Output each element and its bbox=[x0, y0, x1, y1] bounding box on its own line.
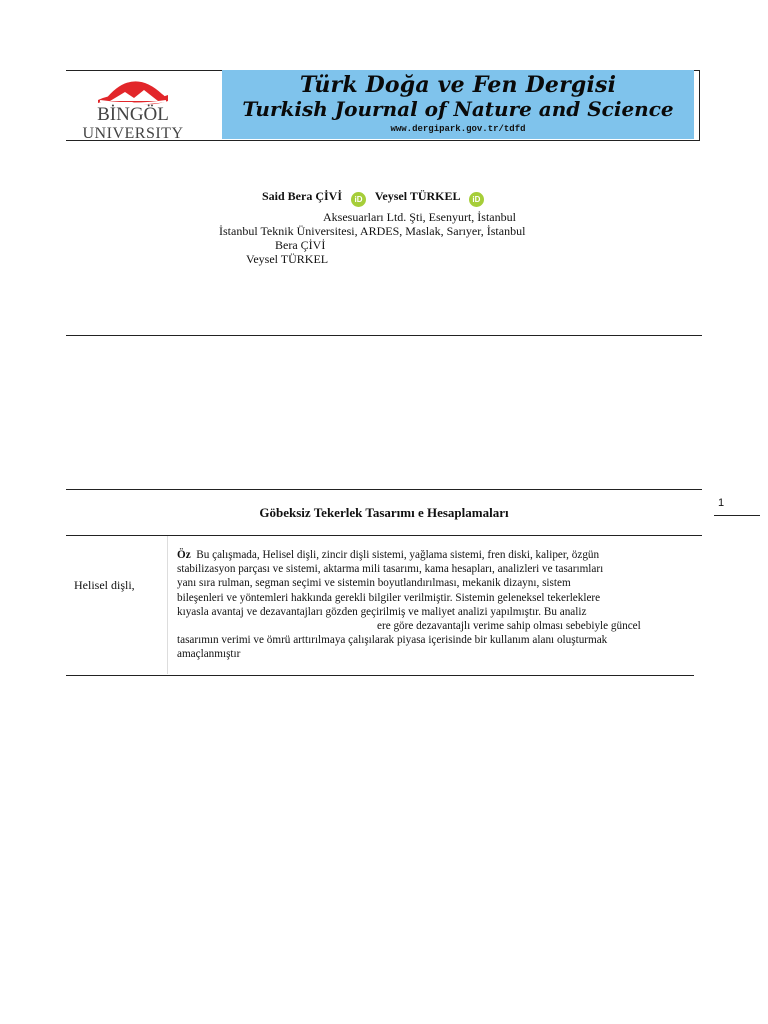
page-number-rule bbox=[714, 515, 760, 516]
header-right-edge bbox=[699, 70, 700, 140]
abstract-line: stabilizasyon parçası ve sistemi, aktarma mili tasarımı, kama hesapları, analizleri ve tasarımları bbox=[177, 563, 604, 576]
logo-line2: UNIVERSITY bbox=[82, 125, 184, 142]
abstract bbox=[177, 548, 688, 662]
journal-banner bbox=[222, 70, 694, 139]
abstract-bottom-rule bbox=[66, 675, 694, 676]
abstract-line: yanı sıra rulman, segman seçimi ve sistemin boyutlandırılması, mekanik dizaynı, sistem bbox=[177, 577, 571, 590]
logo-line1: BİNGÖL bbox=[97, 104, 169, 125]
title-bottom-rule bbox=[66, 535, 702, 536]
section-rule bbox=[66, 335, 702, 336]
abstract-line: kıyasla avantaj ve dezavantajları gözden geçirilmiş ve maliyet analizi yapılmıştır. Bu analiz bbox=[177, 605, 587, 618]
journal-url[interactable]: www.dergipark.gov.tr/tdfd bbox=[390, 124, 526, 134]
correspondence-name: Bera ÇİVİ bbox=[275, 238, 326, 252]
affiliation-1: Aksesuarları Ltd. Şti, Esenyurt, İstanbul bbox=[323, 210, 516, 224]
abstract-line: ere göre dezavantajlı verime sahip olması sebebiyle güncel bbox=[377, 620, 641, 633]
abstract-line: Öz Bu çalışmada, Helisel dişli, zincir dişli sistemi, yağlama sistemi, fren diski, kaliper, özgün bbox=[177, 549, 600, 561]
journal-title-tr: Türk Doğa ve Fen Dergisi bbox=[299, 72, 617, 98]
title-top-rule bbox=[66, 489, 702, 490]
column-divider bbox=[167, 536, 168, 674]
article-title: Göbeksiz Tekerlek Tasarımı e Hesaplamaları bbox=[259, 505, 509, 520]
bingol-university-logo bbox=[70, 70, 196, 142]
abstract-line: amaçlanmıştır bbox=[177, 648, 241, 661]
affiliation-2: İstanbul Teknik Üniversitesi, ARDES, Maslak, Sarıyer, İstanbul bbox=[219, 224, 526, 238]
page-number: 1 bbox=[718, 497, 725, 509]
author-line bbox=[262, 189, 490, 207]
orcid-icon[interactable]: iD bbox=[469, 192, 484, 207]
logo-mark-icon bbox=[70, 70, 196, 142]
keywords: Helisel dişli, bbox=[74, 578, 135, 592]
correspondence-name-2: Veysel TÜRKEL bbox=[246, 252, 329, 266]
abstract-line: tasarımın verimi ve ömrü arttırılmaya çalışılarak piyasa içerisinde bir kullanım alanı oluşturmak bbox=[177, 634, 608, 647]
journal-title-en: Turkish Journal of Nature and Science bbox=[242, 97, 674, 121]
abstract-line: bileşenleri ve yöntemleri hakkında gerekli bilgiler verilmiştir. Sistemin geleneksel tekerleklere bbox=[177, 591, 601, 604]
author-1-name: Said Bera ÇİVİ bbox=[262, 189, 343, 203]
orcid-icon[interactable]: iD bbox=[351, 192, 366, 207]
abstract-label: Öz bbox=[177, 549, 191, 561]
author-2-name: Veysel TÜRKEL bbox=[374, 189, 460, 203]
